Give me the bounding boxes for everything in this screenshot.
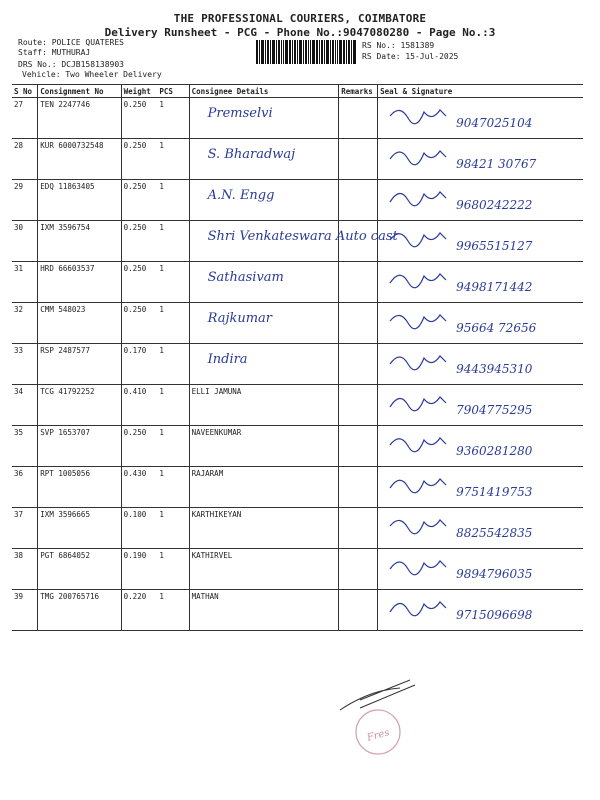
row-pcs-text: 1 xyxy=(159,551,164,560)
row-seal xyxy=(378,303,583,344)
row-consignment xyxy=(38,344,121,385)
row-sno-text: 38 xyxy=(14,551,24,560)
row-weight-text: 0.250 xyxy=(123,305,147,314)
row-sno xyxy=(12,508,38,549)
row-seal xyxy=(378,385,583,426)
row-weight xyxy=(121,180,157,221)
row-consignment-text: RPT 1005056 xyxy=(40,469,90,478)
row-consignee-text: NAVEENKUMAR xyxy=(191,428,242,437)
row-weight xyxy=(121,139,157,180)
row-weight-text: 0.250 xyxy=(123,223,147,232)
row-remarks xyxy=(339,303,378,344)
table-row xyxy=(12,262,583,303)
row-consignee xyxy=(189,385,339,426)
row-pcs-text: 1 xyxy=(159,100,164,109)
row-seal xyxy=(378,180,583,221)
row-sno-text: 28 xyxy=(14,141,24,150)
row-consignment-text: KUR 6000732548 xyxy=(40,141,104,150)
row-consignee xyxy=(189,344,339,385)
row-pcs-text: 1 xyxy=(159,510,164,519)
row-pcs xyxy=(157,549,189,590)
row-sno-text: 36 xyxy=(14,469,24,478)
signature-scribble xyxy=(388,225,448,251)
table-row xyxy=(12,221,583,262)
table-header-row xyxy=(12,85,583,98)
row-weight-text: 0.250 xyxy=(123,428,147,437)
row-weight-text: 0.250 xyxy=(123,141,147,150)
row-consignee xyxy=(189,426,339,467)
row-sno xyxy=(12,98,38,139)
svg-text:Fres: Fres xyxy=(365,727,391,744)
row-pcs-text: 1 xyxy=(159,469,164,478)
row-pcs xyxy=(157,467,189,508)
col-remarks: Remarks xyxy=(339,85,378,98)
row-pcs xyxy=(157,98,189,139)
handwritten-phone: 9680242222 xyxy=(456,198,533,212)
table-row xyxy=(12,139,583,180)
row-pcs-text: 1 xyxy=(159,141,164,150)
row-consignee-text: RAJARAM xyxy=(191,469,224,478)
handwritten-phone: 8825542835 xyxy=(456,526,533,540)
row-weight-text: 0.250 xyxy=(123,182,147,191)
col-consignment: Consignment No xyxy=(38,85,121,98)
row-consignee xyxy=(189,262,339,303)
row-pcs xyxy=(157,303,189,344)
table-row xyxy=(12,98,583,139)
row-remarks xyxy=(339,98,378,139)
row-consignee xyxy=(189,139,339,180)
signature-scribble xyxy=(388,594,448,620)
handwritten-name: Rajkumar xyxy=(207,311,273,326)
row-pcs xyxy=(157,508,189,549)
row-consignment-text: SVP 1653707 xyxy=(40,428,90,437)
route-info: Route: POLICE QUATERES xyxy=(18,38,124,47)
row-sno xyxy=(12,344,38,385)
row-consignee xyxy=(189,549,339,590)
runsheet-subtitle: Delivery Runsheet - PCG - Phone No.:9047080280 - Page No.:3 xyxy=(104,26,496,39)
table-row xyxy=(12,549,583,590)
company-title: THE PROFESSIONAL COURIERS, COIMBATORE xyxy=(173,12,427,25)
row-pcs xyxy=(157,385,189,426)
row-remarks xyxy=(339,385,378,426)
row-weight xyxy=(121,262,157,303)
row-seal xyxy=(378,590,583,631)
row-pcs-text: 1 xyxy=(159,305,164,314)
row-consignment-text: TEN 2247746 xyxy=(40,100,90,109)
row-consignment-text: TMG 200765716 xyxy=(40,592,99,601)
row-pcs xyxy=(157,426,189,467)
signature-scribble xyxy=(388,307,448,333)
row-weight-text: 0.410 xyxy=(123,387,147,396)
row-sno xyxy=(12,467,38,508)
row-pcs-text: 1 xyxy=(159,264,164,273)
runsheet-table xyxy=(12,84,583,631)
handwritten-phone: 98421 30767 xyxy=(456,157,537,171)
table-row xyxy=(12,344,583,385)
signature-scribble xyxy=(388,143,448,169)
rs-date: RS Date: 15-Jul-2025 xyxy=(362,52,459,61)
row-pcs-text: 1 xyxy=(159,223,164,232)
row-pcs-text: 1 xyxy=(159,428,164,437)
row-remarks xyxy=(339,344,378,385)
row-weight-text: 0.430 xyxy=(123,469,147,478)
row-weight-text: 0.190 xyxy=(123,551,147,560)
row-remarks xyxy=(339,590,378,631)
row-consignment-text: HRD 66603537 xyxy=(40,264,95,273)
signature-scribble xyxy=(388,184,448,210)
row-seal xyxy=(378,262,583,303)
row-consignment-text: EDQ 11863405 xyxy=(40,182,95,191)
signature-scribble xyxy=(388,389,448,415)
row-consignee xyxy=(189,98,339,139)
row-sno xyxy=(12,590,38,631)
row-weight xyxy=(121,385,157,426)
row-pcs xyxy=(157,221,189,262)
row-consignee-text: KATHIRVEL xyxy=(191,551,233,560)
row-seal xyxy=(378,549,583,590)
row-consignment xyxy=(38,139,121,180)
drs-info: DRS No.: DCJB158138903 xyxy=(18,60,124,69)
row-remarks xyxy=(339,180,378,221)
row-sno-text: 27 xyxy=(14,100,24,109)
vehicle-info: Vehicle: Two Wheeler Delivery xyxy=(22,70,162,79)
row-sno xyxy=(12,262,38,303)
row-weight-text: 0.170 xyxy=(123,346,147,355)
row-consignee xyxy=(189,590,339,631)
handwritten-phone: 7904775295 xyxy=(456,403,533,417)
row-remarks xyxy=(339,262,378,303)
row-weight xyxy=(121,549,157,590)
row-consignment xyxy=(38,590,121,631)
row-seal xyxy=(378,426,583,467)
row-sno-text: 29 xyxy=(14,182,24,191)
row-consignee-text: ELLI JAMUNA xyxy=(191,387,242,396)
row-sno xyxy=(12,139,38,180)
table-row xyxy=(12,385,583,426)
signature-scribble xyxy=(388,471,448,497)
row-remarks xyxy=(339,508,378,549)
staff-info: Staff: MUTHURAJ xyxy=(18,48,91,57)
handwritten-name: A.N. Engg xyxy=(207,188,275,203)
stamp-signature xyxy=(330,670,430,760)
table-row xyxy=(12,303,583,344)
row-seal xyxy=(378,98,583,139)
row-consignment xyxy=(38,262,121,303)
row-sno-text: 39 xyxy=(14,592,24,601)
row-sno-text: 33 xyxy=(14,346,24,355)
row-consignment-text: TCG 41792252 xyxy=(40,387,95,396)
handwritten-phone: 9498171442 xyxy=(456,280,533,294)
row-pcs-text: 1 xyxy=(159,592,164,601)
col-sno: S No xyxy=(12,85,38,98)
table-row xyxy=(12,508,583,549)
row-pcs-text: 1 xyxy=(159,387,164,396)
handwritten-name: Indira xyxy=(207,352,248,367)
row-sno xyxy=(12,426,38,467)
row-sno xyxy=(12,180,38,221)
handwritten-phone: 9443945310 xyxy=(456,362,533,376)
table-row xyxy=(12,467,583,508)
row-seal xyxy=(378,139,583,180)
row-weight xyxy=(121,98,157,139)
row-consignee xyxy=(189,221,398,262)
row-remarks xyxy=(339,467,378,508)
row-seal xyxy=(378,508,583,549)
row-sno xyxy=(12,549,38,590)
barcode-icon xyxy=(256,40,356,64)
signature-scribble xyxy=(388,553,448,579)
handwritten-name: Premselvi xyxy=(207,106,273,121)
row-consignment-text: CMM 548023 xyxy=(40,305,86,314)
row-weight xyxy=(121,344,157,385)
row-consignment xyxy=(38,385,121,426)
row-remarks xyxy=(339,426,378,467)
row-consignment xyxy=(38,508,121,549)
handwritten-phone: 9360281280 xyxy=(456,444,533,458)
col-consignee: Consignee Details xyxy=(189,85,339,98)
row-weight-text: 0.250 xyxy=(123,100,147,109)
row-consignee-text: KARTHIKEYAN xyxy=(191,510,242,519)
col-pcs: PCS xyxy=(157,85,189,98)
row-pcs xyxy=(157,262,189,303)
row-consignment-text: IXM 3596665 xyxy=(40,510,90,519)
row-pcs-text: 1 xyxy=(159,346,164,355)
row-consignment-text: RSP 2487577 xyxy=(40,346,90,355)
row-weight-text: 0.220 xyxy=(123,592,147,601)
row-seal xyxy=(378,467,583,508)
row-weight xyxy=(121,467,157,508)
row-remarks xyxy=(339,549,378,590)
row-sno xyxy=(12,221,38,262)
row-sno-text: 37 xyxy=(14,510,24,519)
row-weight xyxy=(121,508,157,549)
row-sno xyxy=(12,385,38,426)
row-seal xyxy=(378,344,583,385)
row-weight xyxy=(121,590,157,631)
row-weight-text: 0.100 xyxy=(123,510,147,519)
row-pcs-text: 1 xyxy=(159,182,164,191)
row-weight-text: 0.250 xyxy=(123,264,147,273)
signature-scribble xyxy=(388,102,448,128)
row-consignment-text: IXM 3596754 xyxy=(40,223,90,232)
row-consignment-text: PGT 6864052 xyxy=(40,551,90,560)
row-consignment xyxy=(38,180,121,221)
row-consignment xyxy=(38,426,121,467)
row-consignment xyxy=(38,98,121,139)
row-weight xyxy=(121,221,157,262)
row-seal xyxy=(378,221,583,262)
row-consignment xyxy=(38,549,121,590)
row-consignee xyxy=(189,303,339,344)
row-pcs xyxy=(157,139,189,180)
signature-scribble xyxy=(388,430,448,456)
table-row xyxy=(12,180,583,221)
handwritten-name: Shri Venkateswara Auto cast xyxy=(207,229,398,244)
handwritten-phone: 95664 72656 xyxy=(456,321,537,335)
signature-scribble xyxy=(388,348,448,374)
row-sno-text: 34 xyxy=(14,387,24,396)
row-sno-text: 31 xyxy=(14,264,24,273)
col-seal: Seal & Signature xyxy=(378,85,583,98)
row-sno-text: 30 xyxy=(14,223,24,232)
row-sno-text: 32 xyxy=(14,305,24,314)
handwritten-name: Sathasivam xyxy=(207,270,284,285)
col-weight: Weight xyxy=(121,85,157,98)
row-consignment xyxy=(38,467,121,508)
row-consignee xyxy=(189,180,339,221)
row-consignee xyxy=(189,467,339,508)
table-row xyxy=(12,426,583,467)
handwritten-phone: 9965515127 xyxy=(456,239,533,253)
handwritten-phone: 9751419753 xyxy=(456,485,533,499)
signature-scribble xyxy=(388,266,448,292)
row-sno-text: 35 xyxy=(14,428,24,437)
handwritten-phone: 9047025104 xyxy=(456,116,533,130)
table-row xyxy=(12,590,583,631)
row-weight xyxy=(121,303,157,344)
row-consignee-text: MATHAN xyxy=(191,592,219,601)
row-consignment xyxy=(38,303,121,344)
row-pcs xyxy=(157,590,189,631)
row-sno xyxy=(12,303,38,344)
row-consignment xyxy=(38,221,121,262)
row-consignee xyxy=(189,508,339,549)
handwritten-name: S. Bharadwaj xyxy=(207,147,296,162)
handwritten-phone: 9715096698 xyxy=(456,608,533,622)
row-weight xyxy=(121,426,157,467)
row-remarks xyxy=(339,139,378,180)
row-pcs xyxy=(157,180,189,221)
signature-scribble xyxy=(388,512,448,538)
handwritten-phone: 9894796035 xyxy=(456,567,533,581)
row-pcs xyxy=(157,344,189,385)
rs-number: RS No.: 1581389 xyxy=(362,41,435,50)
